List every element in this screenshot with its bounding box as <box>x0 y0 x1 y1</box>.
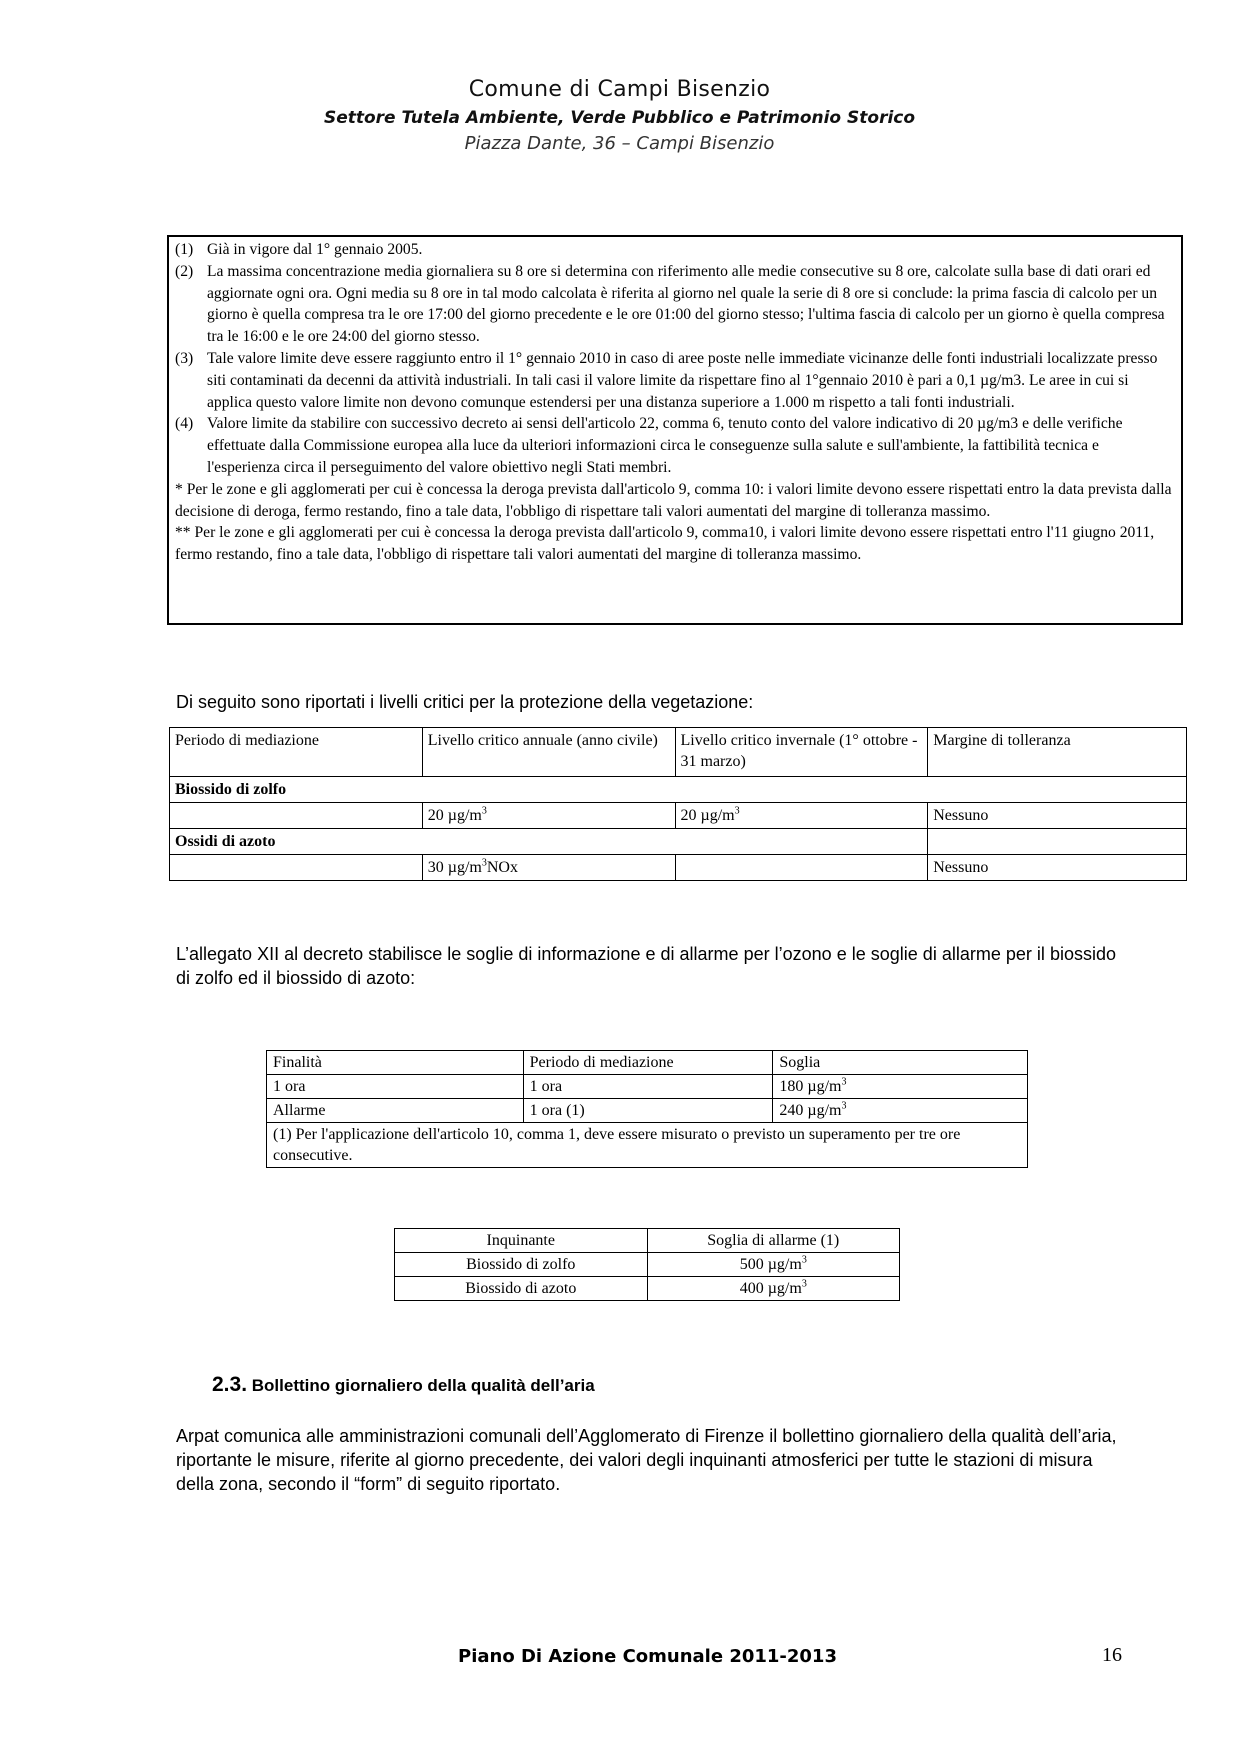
annual-level-cell: 30 $\mu g/m^3NOx$ <box>422 855 675 881</box>
section-number: 2.3. <box>212 1373 248 1396</box>
table-cell <box>170 803 423 829</box>
winter-level-cell <box>675 855 928 881</box>
note-text: Tale valore limite deve essere raggiunto entro il 1° gennaio 2010 in caso di aree poste nelle immediate vicinanze delle fonti industriali localizzate presso siti contaminati da decenni da attività industriali. In tali casi il valore limite da rispettare fino al 1°gennaio 2010 è pari a 0,1 µg/m3. Le aree in cui si applica questo valore limite non devono comunque estendersi per una distanza superiore a 1.000 m rispetto a tali fonti industriali. <box>207 349 1158 411</box>
table-cell: 1 ora <box>267 1075 524 1099</box>
note-single-star: * Per le zone e gli agglomerati per cui è concessa la deroga prevista dall'articolo 9, comma 10: i valori limite devono essere rispettati entro la data prevista dalla decisione di deroga, fermo restando, fino a tale data, l'obbligo di rispettare tali valori aumentati del margine di tolleranza massimo. <box>175 480 1172 520</box>
group-row-nitrogen-oxides <box>170 829 1187 855</box>
table-cell <box>928 829 1187 855</box>
note-item <box>175 348 1175 413</box>
threshold-cell: 180 $\mu g/m^3$ <box>773 1075 1028 1099</box>
header-cell: Soglia di allarme (1) <box>647 1229 899 1253</box>
threshold-cell: 400 $\mu g/m^3$ <box>647 1277 899 1301</box>
header-cell: Periodo di mediazione <box>523 1051 773 1075</box>
table-cell: 1 ora <box>523 1075 773 1099</box>
note-double-star: ** Per le zone e gli agglomerati per cui è concessa la deroga prevista dall'articolo 9, comma10, i valori limite devono essere rispettati entro l'11 giugno 2011, fermo restando, fino a tale data, l'obbligo di rispettare tali valori aumentati del margine di tolleranza massimo. <box>175 524 1155 564</box>
page-number: 16 <box>1102 1644 1122 1666</box>
note-item <box>175 239 1175 261</box>
document-header-address: Piazza Dante, 36 – Campi Bisenzio <box>464 133 775 154</box>
group-row-sulfur-dioxide <box>170 777 1187 803</box>
section-heading <box>212 1373 595 1397</box>
winter-level-cell: 20 $\mu g/m^3$ <box>675 803 928 829</box>
note-number: (3) <box>175 349 194 367</box>
table-cell: Biossido di azoto <box>395 1277 648 1301</box>
bulletin-paragraph: Arpat comunica alle amministrazioni comunali dell’Agglomerato di Firenze il bollettino giornaliero della qualità dell’aria, riportante le misure, riferite al giorno precedente, dei valori degli inquinanti atmosferici per tutte le stazioni di misura della zona, secondo il “form” di seguito riportato. <box>176 1426 1117 1494</box>
table-row <box>267 1099 1028 1123</box>
section-title: Bollettino giornaliero della qualità dell’aria <box>251 1376 595 1395</box>
threshold-cell: 500 $\mu g/m^3$ <box>647 1253 899 1277</box>
header-cell: Finalità <box>267 1051 524 1075</box>
tolerance-cell: Nessuno <box>928 803 1187 829</box>
table-header-row <box>395 1229 900 1253</box>
note-number: (1) <box>175 241 194 258</box>
table-cell: Allarme <box>267 1099 524 1123</box>
note-text: La massima concentrazione media giornaliera su 8 ore si determina con riferimento alle medie consecutive su 8 ore, calcolate sulla base di dati orari ed aggiornate ogni ora. Ogni media su 8 ore in tal modo calcolata è riferita al giorno nel quale la serie di 8 ore si conclude: la prima fascia di calcolo per un giorno è quella compresa tra le ore 17:00 del giorno precedente e le ore 01:00 del giorno stesso; l'ultima fascia di calcolo per un giorno è quella compresa tra le 16:00 e le ore 24:00 del giorno stesso. <box>207 262 1165 346</box>
header-cell: Livello critico annuale (anno civile) <box>422 728 675 777</box>
note-text: Valore limite da stabilire con successivo decreto ai sensi dell'articolo 22, comma 6, tenuto conto del valore indicativo di 20 µg/m3 e delle verifiche effettuate dalla Commissione europea alla luce da ulteriori informazioni circa le conseguenze sulla salute e sull'ambiente, la fattibilità tecnica e l'esperienza circa il perseguimento del valore obiettivo negli Stati membri. <box>207 415 1123 476</box>
table-row <box>395 1253 900 1277</box>
table-cell: 1 ora (1) <box>523 1099 773 1123</box>
table-footnote: (1) Per l'applicazione dell'articolo 10, comma 1, deve essere misurato o previsto un superamento per tre ore consecutive. <box>267 1123 1028 1168</box>
table-row <box>267 1075 1028 1099</box>
table-header-row <box>170 728 1187 777</box>
group-label: Ossidi di azoto <box>170 829 928 855</box>
document-header-title: Comune di Campi Bisenzio <box>468 77 771 102</box>
note-item <box>175 261 1175 348</box>
notes-box <box>167 235 1183 625</box>
footer-title: Piano Di Azione Comunale 2011-2013 <box>458 1646 837 1667</box>
note-number: (2) <box>175 262 194 280</box>
intro-vegetation-paragraph: Di seguito sono riportati i livelli critici per la protezione della vegetazione: <box>176 692 754 712</box>
table-footnote-row <box>267 1123 1028 1168</box>
vegetation-critical-levels-table <box>169 727 1187 881</box>
annual-level-cell: 20 $\mu g/m^3$ <box>422 803 675 829</box>
threshold-cell: 240 $\mu g/m^3$ <box>773 1099 1028 1123</box>
annex-xii-paragraph: L’allegato XII al decreto stabilisce le soglie di informazione e di allarme per l’ozono e le soglie di allarme per il biossido di zolfo ed il biossido di azoto: <box>176 944 1116 988</box>
note-text: Già in vigore dal 1° gennaio 2005. <box>207 241 423 258</box>
tolerance-cell: Nessuno <box>928 855 1187 881</box>
alarm-thresholds-table <box>394 1228 900 1301</box>
note-item <box>175 413 1175 478</box>
table-cell: Biossido di zolfo <box>395 1253 648 1277</box>
header-cell: Inquinante <box>395 1229 648 1253</box>
table-row <box>170 803 1187 829</box>
table-row <box>395 1277 900 1301</box>
header-cell: Periodo di mediazione <box>170 728 423 777</box>
note-number: (4) <box>175 415 194 433</box>
ozone-thresholds-table <box>266 1050 1028 1168</box>
header-cell: Livello critico invernale (1° ottobre - 31 marzo) <box>675 728 928 777</box>
document-header-subtitle: Settore Tutela Ambiente, Verde Pubblico e Patrimonio Storico <box>323 108 916 128</box>
group-label: Biossido di zolfo <box>170 777 1187 803</box>
table-cell <box>170 855 423 881</box>
table-row <box>170 855 1187 881</box>
header-cell: Soglia <box>773 1051 1028 1075</box>
table-header-row <box>267 1051 1028 1075</box>
header-cell: Margine di tolleranza <box>928 728 1187 777</box>
